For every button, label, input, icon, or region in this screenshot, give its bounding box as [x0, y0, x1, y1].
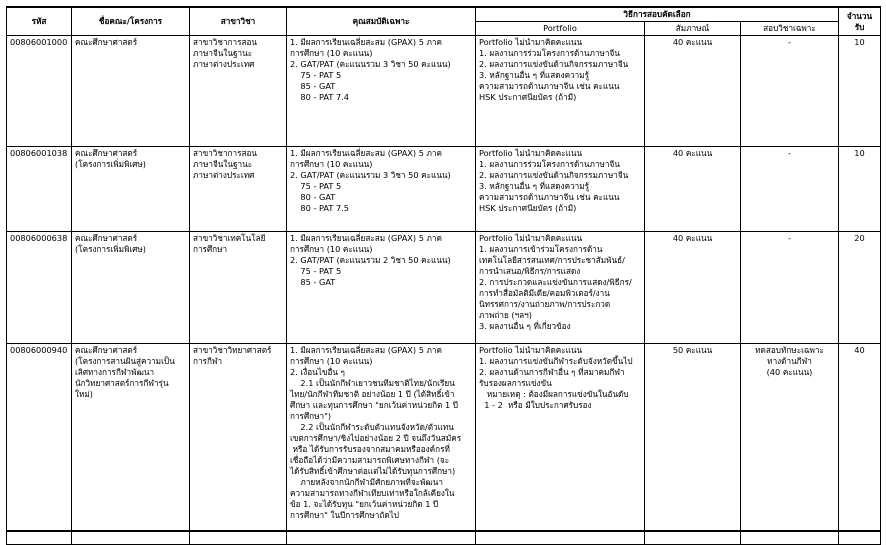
cell-major [190, 344, 287, 545]
portfolio-line: เทคโนโลยีสารสนเทศ/การประชาสัมพันธ์/ [479, 255, 625, 265]
portfolio-line: 2. ผลงานการแข่งขันด้านกิจกรรมภาษาจีน [479, 170, 629, 180]
cell-subject-test [741, 344, 839, 545]
admission-table [6, 6, 881, 545]
subject-test-line: - [788, 233, 791, 243]
header-seats-line2: รับ [854, 21, 865, 32]
cell-faculty [72, 232, 190, 344]
major-line: สาขาวิชาเทคโนโลยี [193, 233, 266, 243]
cell-faculty [72, 344, 190, 545]
cell-interview: 40 คะแนน [645, 36, 741, 147]
portfolio-line: Portfolio ไม่นำมาคิดคะแนน [479, 345, 583, 355]
header-portfolio: Portfolio [476, 22, 645, 36]
qualification-line: 2. เงื่อนไขอื่น ๆ [290, 367, 345, 377]
faculty-line: (โครงการเพิ่มพิเศษ) [75, 159, 146, 169]
major-line: การกีฬา [193, 356, 223, 366]
portfolio-line: ภาพถ่าย (ฯลฯ) [479, 310, 532, 320]
portfolio-line: 3. ผลงานอื่น ๆ ที่เกี่ยวข้อง [479, 321, 571, 331]
portfolio-line: HSK ประกาศนียบัตร (ถ้ามี) [479, 92, 577, 102]
qualification-line: 2.2 เป็นนักกีฬาระดับตัวแทนจังหวัด/ตัวแทน [290, 422, 454, 432]
qualification-line: เขตการศึกษา/ชิงไปอย่างน้อย 2 ปี จนถึงวันสมัคร [290, 433, 462, 443]
portfolio-line: การทำสื่อมัลติมีเดีย/คอมพิวเตอร์/งาน [479, 288, 610, 298]
major-line: สาขาวิชาวิทยาศาสตร์ [193, 345, 272, 355]
subject-test-line: - [788, 37, 791, 47]
table-bottom-rule [6, 530, 880, 532]
portfolio-line: 2. การประกวดและแข่งขันการแสดง/พิธีกร/ [479, 277, 632, 287]
subject-test-line: (40 คะแนน) [766, 367, 813, 377]
portfolio-line: 1. ผลงานการเข้าร่วมโครงการด้าน [479, 244, 603, 254]
cell-interview: 50 คะแนน [645, 344, 741, 545]
qualification-line: 80 - PAT 7.4 [290, 92, 350, 102]
cell-subject-test [741, 36, 839, 147]
header-faculty: ชื่อคณะ/โครงการ [72, 7, 190, 36]
portfolio-line: 1. ผลงานการแข่งขันกีฬาระดับจังหวัดขึ้นไป [479, 356, 633, 366]
cell-code: 00806000940 [7, 344, 72, 545]
major-line: การศึกษา [193, 244, 228, 254]
qualification-line: 2. GAT/PAT (คะแนนรวม 2 วิชา 50 คะแนน) [290, 255, 451, 265]
qualification-line: 75 - PAT 5 [290, 266, 342, 276]
faculty-line: นักวิทยาศาสตร์การกีฬารุ่น [75, 378, 169, 388]
qualification-line: ได้รับสิทธิ์เข้าศึกษาต่อแต่ไม่ได้รับทุนการศึกษา) [290, 466, 456, 476]
qualification-line: 85 - GAT [290, 277, 336, 287]
cell-seats: 10 [839, 36, 881, 147]
subject-test-line: ทางด้านกีฬา [767, 356, 812, 366]
portfolio-line: 1 - 2 หรือ มีใบประกาศรับรอง [479, 400, 592, 410]
faculty-line: คณะศึกษาศาสตร์ [75, 345, 138, 355]
portfolio-line: หมายเหตุ : ต้องมีผลการแข่งขันในอันดับ [479, 389, 629, 399]
qualification-line: การศึกษา (10 คะแนน) [290, 244, 373, 254]
qualification-line: ภายหลังจากนักกีฬามีศักยภาพที่จะพัฒนา [290, 477, 444, 487]
table-row [7, 344, 881, 545]
qualification-line: 1. มีผลการเรียนเฉลี่ยสะสม (GPAX) 5 ภาค [290, 37, 442, 47]
header-subject-test: สอบวิชาเฉพาะ [741, 22, 839, 36]
cell-code: 00806000638 [7, 232, 72, 344]
subject-test-line: - [788, 148, 791, 158]
portfolio-line: การนำเสนอ/พิธีกร/การแสดง [479, 266, 581, 276]
faculty-line: คณะศึกษาศาสตร์ [75, 37, 138, 47]
faculty-line: ใหม่) [75, 389, 93, 399]
cell-portfolio [476, 147, 645, 232]
header-seats [839, 7, 881, 36]
qualification-line: 85 - GAT [290, 81, 336, 91]
portfolio-line: 1. ผลงานการร่วมโครงการด้านภาษาจีน [479, 48, 620, 58]
faculty-line: (โครงการสานฝันสู่ความเป็น [75, 356, 175, 366]
qualification-line: หรือ ได้รับการรับรองจากสมาคมหรือองค์กรที่ [290, 444, 450, 454]
qualification-line: ความสามารถทางกีฬาเทียบเท่าหรือใกล้เคียงใน [290, 488, 455, 498]
qualification-line: ไทย/นักกีฬาทีมชาติ อย่างน้อย 1 ปี (ได้สิทธิ์เข้า [290, 389, 455, 399]
cell-qualifications [287, 232, 476, 344]
qualification-line: การศึกษา (10 คะแนน) [290, 159, 373, 169]
qualification-line: 2. GAT/PAT (คะแนนรวม 3 วิชา 50 คะแนน) [290, 59, 451, 69]
faculty-line: คณะศึกษาศาสตร์ [75, 148, 138, 158]
qualification-line: 2.1 เป็นนักกีฬาเยาวชนทีมชาติไทย/นักเรียน [290, 378, 455, 388]
portfolio-line: Portfolio ไม่นำมาคิดคะแนน [479, 233, 583, 243]
cell-qualifications [287, 147, 476, 232]
portfolio-line: นิทรรศการ/งานถ่ายภาพ/การประกวด [479, 299, 611, 309]
header-qualifications: คุณสมบัติเฉพาะ [287, 7, 476, 36]
cell-interview: 40 คะแนน [645, 147, 741, 232]
faculty-line: เลิศทางการกีฬาพัฒนา [75, 367, 155, 377]
header-code: รหัส [7, 7, 72, 36]
cell-qualifications [287, 344, 476, 545]
qualification-line: 75 - PAT 5 [290, 70, 342, 80]
portfolio-line: 3. หลักฐานอื่น ๆ ที่แสดงความรู้ [479, 181, 590, 191]
header-major: สาขาวิชา [190, 7, 287, 36]
qualification-line: 80 - PAT 7.5 [290, 203, 350, 213]
qualification-line: 1. มีผลการเรียนเฉลี่ยสะสม (GPAX) 5 ภาค [290, 345, 442, 355]
qualification-line: 2. GAT/PAT (คะแนนรวม 3 วิชา 50 คะแนน) [290, 170, 451, 180]
qualification-line: เชื่อถือได้ว่ามีความสามารถพิเศษทางกีฬา (จะ [290, 455, 450, 465]
qualification-line: 1. มีผลการเรียนเฉลี่ยสะสม (GPAX) 5 ภาค [290, 148, 442, 158]
cell-subject-test [741, 232, 839, 344]
major-line: ภาษาต่างประเทศ [193, 59, 255, 69]
cell-code: 00806001000 [7, 36, 72, 147]
cell-portfolio [476, 36, 645, 147]
qualification-line: การศึกษา") [290, 411, 332, 421]
portfolio-line: Portfolio ไม่นำมาคิดคะแนน [479, 148, 583, 158]
qualification-line: ข้อ 1. จะได้รับทุน "ยกเว้นค่าหน่วยกิต 1 ปี [290, 499, 439, 509]
major-line: ภาษาต่างประเทศ [193, 170, 255, 180]
cell-subject-test [741, 147, 839, 232]
cell-portfolio [476, 344, 645, 545]
major-line: สาขาวิชาการสอน [193, 37, 258, 47]
faculty-line: คณะศึกษาศาสตร์ [75, 233, 138, 243]
portfolio-line: 2. ผลงานการแข่งขันด้านกิจกรรมภาษาจีน [479, 59, 629, 69]
qualification-line: ศึกษา และทุนการศึกษา "ยกเว้นค่าหน่วยกิต 1 ปี [290, 400, 459, 410]
portfolio-line: ความสามารถด้านภาษาจีน เช่น คะแนน [479, 81, 620, 91]
qualification-line: 75 - PAT 5 [290, 181, 342, 191]
qualification-line: การศึกษา (10 คะแนน) [290, 48, 373, 58]
portfolio-line: 1. ผลงานการร่วมโครงการด้านภาษาจีน [479, 159, 620, 169]
qualification-line: 1. มีผลการเรียนเฉลี่ยสะสม (GPAX) 5 ภาค [290, 233, 442, 243]
cell-major [190, 147, 287, 232]
header-selection: วิธีการสอบคัดเลือก [476, 7, 839, 22]
portfolio-line: รับรองผลการแข่งขัน [479, 378, 552, 388]
qualification-line: การศึกษา (10 คะแนน) [290, 356, 373, 366]
cell-seats: 20 [839, 232, 881, 344]
table-row [7, 36, 881, 147]
cell-major [190, 36, 287, 147]
portfolio-line: Portfolio ไม่นำมาคิดคะแนน [479, 37, 583, 47]
header-seats-line1: จำนวน [846, 10, 873, 21]
portfolio-line: 2. ผลงานด้านการกีฬาอื่น ๆ ที่สมาคมกีฬา [479, 367, 625, 377]
cell-interview: 40 คะแนน [645, 232, 741, 344]
major-line: สาขาวิชาการสอน [193, 148, 258, 158]
portfolio-line: ความสามารถด้านภาษาจีน เช่น คะแนน [479, 192, 620, 202]
table-row [7, 232, 881, 344]
cell-faculty [72, 147, 190, 232]
portfolio-line: 3. หลักฐานอื่น ๆ ที่แสดงความรู้ [479, 70, 590, 80]
qualification-line: 80 - GAT [290, 192, 336, 202]
cell-seats: 10 [839, 147, 881, 232]
major-line: ภาษาจีนในฐานะ [193, 48, 253, 58]
cell-faculty [72, 36, 190, 147]
faculty-line: (โครงการเพิ่มพิเศษ) [75, 244, 146, 254]
cell-qualifications [287, 36, 476, 147]
subject-test-line: ทดสอบทักษะเฉพาะ [755, 345, 824, 355]
cell-seats: 40 [839, 344, 881, 545]
table-row [7, 147, 881, 232]
header-interview: สัมภาษณ์ [645, 22, 741, 36]
cell-major [190, 232, 287, 344]
portfolio-line: HSK ประกาศนียบัตร (ถ้ามี) [479, 203, 577, 213]
cell-code: 00806001038 [7, 147, 72, 232]
cell-portfolio [476, 232, 645, 344]
major-line: ภาษาจีนในฐานะ [193, 159, 253, 169]
qualification-line: การศึกษา" ในปีการศึกษาถัดไป [290, 510, 399, 520]
